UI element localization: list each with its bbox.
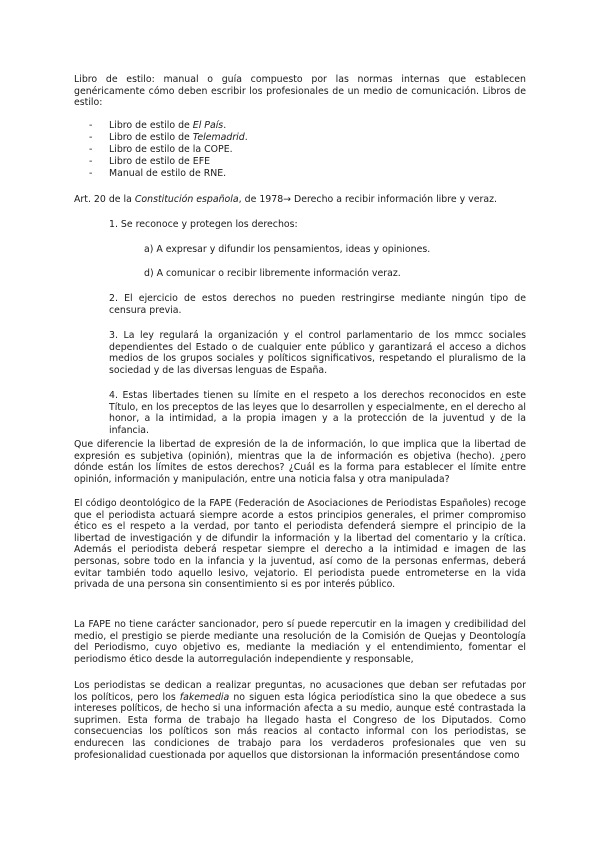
paragraph-periodistas: Los periodistas se dedican a realizar preguntas, no acusaciones que deban ser refutadas por los políticos, pero los fakemedia no siguen esta lógica periodística sino la que obedece a sus intereses políticos, de hecho si una información afecta a su medio, aunque esté contrastada la suprimen. Esta forma de trabajo ha llegado hasta el Congreso de los Diputados. Como consecuencias los políticos son más reacios al contacto informal con los periodistas, se endurecen las condiciones de trabajo para los verdaderos profesionales que ven su profesionalidad cuestionada por aquellos que distorsionan la información presentándose como xyxy=(74,680,526,761)
list-item: - Libro de estilo de la COPE. xyxy=(89,143,233,155)
article-item-1d: d) A comunicar o recibir libremente información veraz. xyxy=(144,268,401,279)
paragraph-libro-de-estilo: Libro de estilo: manual o guía compuesto por las normas internas que establecen genéricamente cómo deben escribir los profesionales de un medio de comunicación. Libros de estilo: xyxy=(74,74,526,109)
style-books-list xyxy=(74,120,526,179)
list-bullet: - xyxy=(89,143,93,155)
list-bullet: - xyxy=(89,120,93,131)
article-item-1: 1. Se reconoce y protegen los derechos: xyxy=(109,219,298,230)
article-item-3: 3. La ley regulará la organización y el control parlamentario de los mmcc sociales dependientes del Estado o de cualquier ente público y garantizará el acceso a dichos medios de los grupos sociales y políticos significativos, respetando el pluralismo de la sociedad y de las diversas lenguas de España. xyxy=(109,330,526,376)
article-item-1a: a) A expresar y difundir los pensamientos, ideas y opiniones. xyxy=(144,244,431,255)
paragraph-fape-sancionador: La FAPE no tiene carácter sancionador, pero sí puede repercutir en la imagen y credibilidad del medio, el prestigio se pierde mediante una resolución de la Comisión de Quejas y Deontología del Periodismo, cuyo objetivo es, mediante la mediación y el entendimiento, fomentar el periodismo ético desde la autorregulación independiente y responsable, xyxy=(74,619,526,665)
list-item: - Libro de estilo de EFE xyxy=(89,155,211,167)
article-item-2: 2. El ejercicio de estos derechos no pueden restringirse mediante ningún tipo de censura previa. xyxy=(109,293,526,316)
list-item: - Libro de estilo de El País. xyxy=(89,120,227,131)
paragraph-codigo-fape: El código deontológico de la FAPE (Federación de Asociaciones de Periodistas Españoles) recoge que el periodista actuará siempre acorde a estos principios generales, el primer compromiso ético es el respeto a la verdad, por tanto el periodista defenderá siempre el principio de la libertad de investigación y de difundir la información y la libertad del comentario y la crítica. Además el periodista deberá respetar siempre el derecho a la intimidad e imagen de las personas, sobre todo en la infancia y la juventud, así como de la personas enfermas, deberá evitar también todo aquello lesivo, vejatorio. El periodista puede entrometerse en la vida privada de una persona sin consentimiento si es por interés público. xyxy=(74,498,526,591)
list-bullet: - xyxy=(89,131,93,143)
list-item: - Libro de estilo de Telemadrid. xyxy=(89,131,248,143)
list-item: - Manual de estilo de RNE. xyxy=(89,167,227,179)
paragraph-art-20: Art. 20 de la Constitución española, de 1978→ Derecho a recibir información libre y veraz. xyxy=(74,194,497,205)
list-bullet: - xyxy=(89,167,93,179)
article-item-4: 4. Estas libertades tienen su límite en el respeto a los derechos reconocidos en este Título, en los preceptos de las leyes que lo desarrollen y especialmente, en el derecho al honor, a la intimidad, a la propia imagen y a la protección de la juventud y de la infancia. xyxy=(109,390,526,436)
list-bullet: - xyxy=(89,155,93,167)
paragraph-libertad-expresion: Que diferencie la libertad de expresión de la de información, lo que implica que la libertad de expresión es subjetiva (opinión), mientras que la de información es objetiva (hecho). ¿pero dónde están los límites de estos derechos? ¿Cuál es la forma para establecer el límite entre opinión, información y manipulación, entre una noticia falsa y otra manipulada? xyxy=(74,439,526,485)
